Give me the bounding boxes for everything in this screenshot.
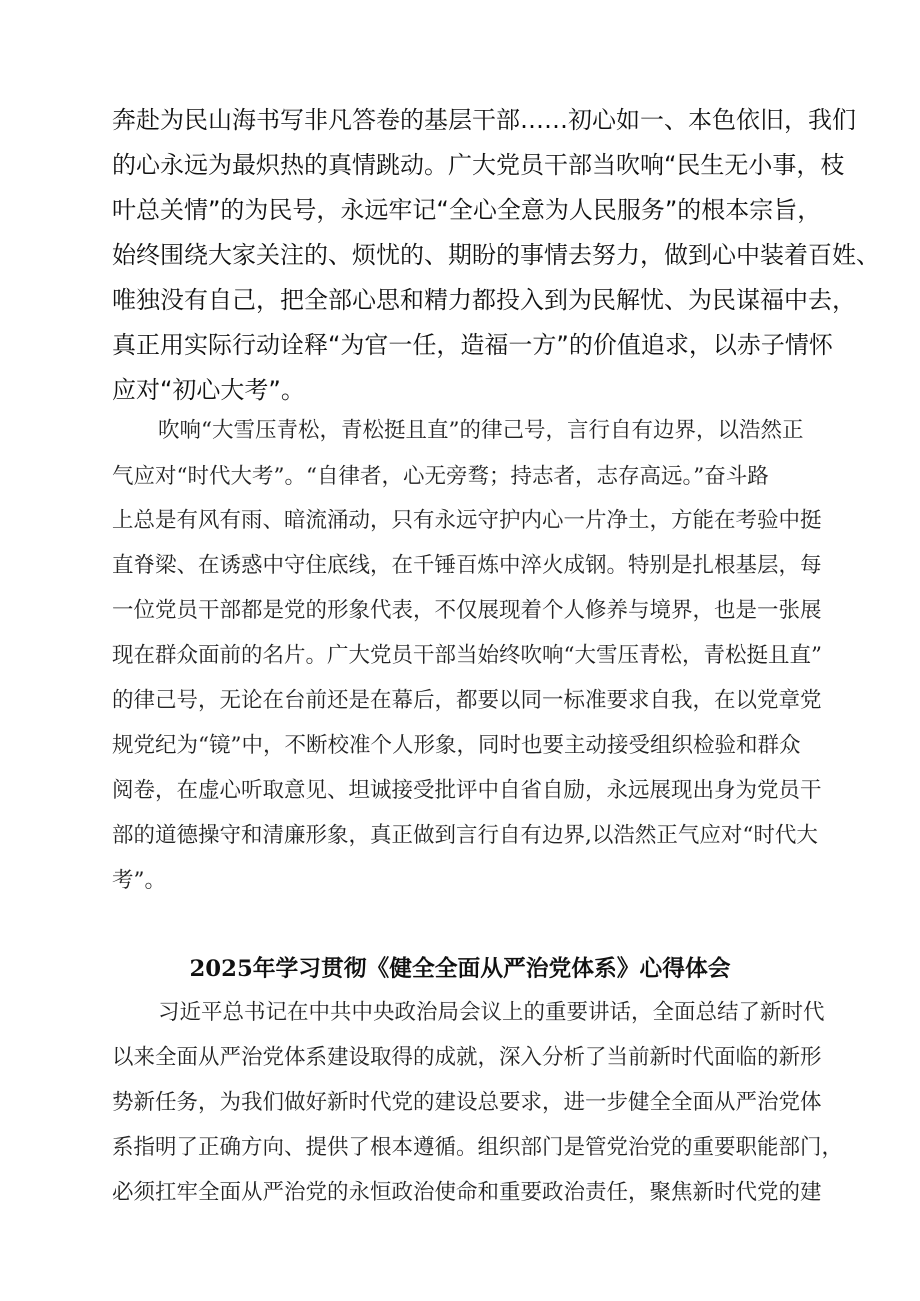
paragraph-2-line: 上总是有风有雨、暗流涌动，只有永远守护内心一片净土，方能在考验中挺: [112, 508, 822, 533]
paragraph-2-line: 阅卷，在虚心听取意见、坦诚接受批评中自省自励，永远展现出身为党员干: [112, 778, 822, 803]
paragraph-2-line: 规党纪为“镜”中，不断校准个人形象，同时也要主动接受组织检验和群众: [112, 733, 801, 758]
paragraph-2-line: 部的道德操守和清廉形象，真正做到言行自有边界,以浩然正气应对“时代大: [112, 823, 818, 848]
paragraph-1-line: 始终围绕大家关注的、烦忧的、期盼的事情去努力，做到心中装着百姓、: [112, 241, 880, 269]
paragraph-3-line: 习近平总书记在中共中央政治局会议上的重要讲话，全面总结了新时代: [158, 1000, 825, 1025]
paragraph-2-line: 吹响“大雪压青松，青松挺且直”的律己号，言行自有边界，以浩然正: [158, 418, 804, 443]
paragraph-1-line: 的心永远为最炽热的真情跳动。广大党员干部当吹响“民生无小事，枝: [112, 151, 845, 179]
paragraph-1-line: 叶总关情”的为民号，永远牢记“全心全意为人民服务”的根本宗旨，: [112, 196, 822, 224]
section-title: 2025年学习贯彻《健全全面从严治党体系》心得体会: [189, 956, 731, 982]
paragraph-1-line: 真正用实际行动诠释“为官一任，造福一方”的价值追求，以赤子情怀: [112, 331, 833, 359]
paragraph-3-line: 系指明了正确方向、提供了根本遵循。组织部门是管党治党的重要职能部门，: [112, 1135, 844, 1160]
paragraph-2-line: 的律己号，无论在台前还是在幕后，都要以同一标准要求自我，在以党章党: [112, 688, 822, 713]
paragraph-1-line: 应对“初心大考”。: [112, 376, 305, 404]
paragraph-2-line: 一位党员干部都是党的形象代表，不仅展现着个人修养与境界，也是一张展: [112, 598, 822, 623]
paragraph-2-line: 气应对“时代大考”。“自律者，心无旁骛；持志者，志存高远。”奋斗路: [112, 464, 769, 489]
paragraph-3-line: 势新任务，为我们做好新时代党的建设总要求，进一步健全全面从严治党体: [112, 1090, 822, 1115]
paragraph-2-line: 现在群众面前的名片。广大党员干部当始终吹响“大雪压青松，青松挺且直”: [112, 643, 822, 668]
paragraph-1-line: 奔赴为民山海书写非凡答卷的基层干部……初心如一、本色依旧，我们: [112, 106, 856, 134]
paragraph-2-line: 考”。: [112, 868, 166, 893]
paragraph-3-line: 必须扛牢全面从严治党的永恒政治使命和重要政治责任，聚焦新时代党的建: [112, 1180, 822, 1205]
paragraph-1-line: 唯独没有自己，把全部心思和精力都投入到为民解忧、为民谋福中去，: [112, 286, 856, 314]
paragraph-2-line: 直脊梁、在诱惑中守住底线，在千锤百炼中淬火成钢。特别是扎根基层，每: [112, 553, 822, 578]
paragraph-3-line: 以来全面从严治党体系建设取得的成就，深入分析了当前新时代面临的新形: [112, 1045, 822, 1070]
